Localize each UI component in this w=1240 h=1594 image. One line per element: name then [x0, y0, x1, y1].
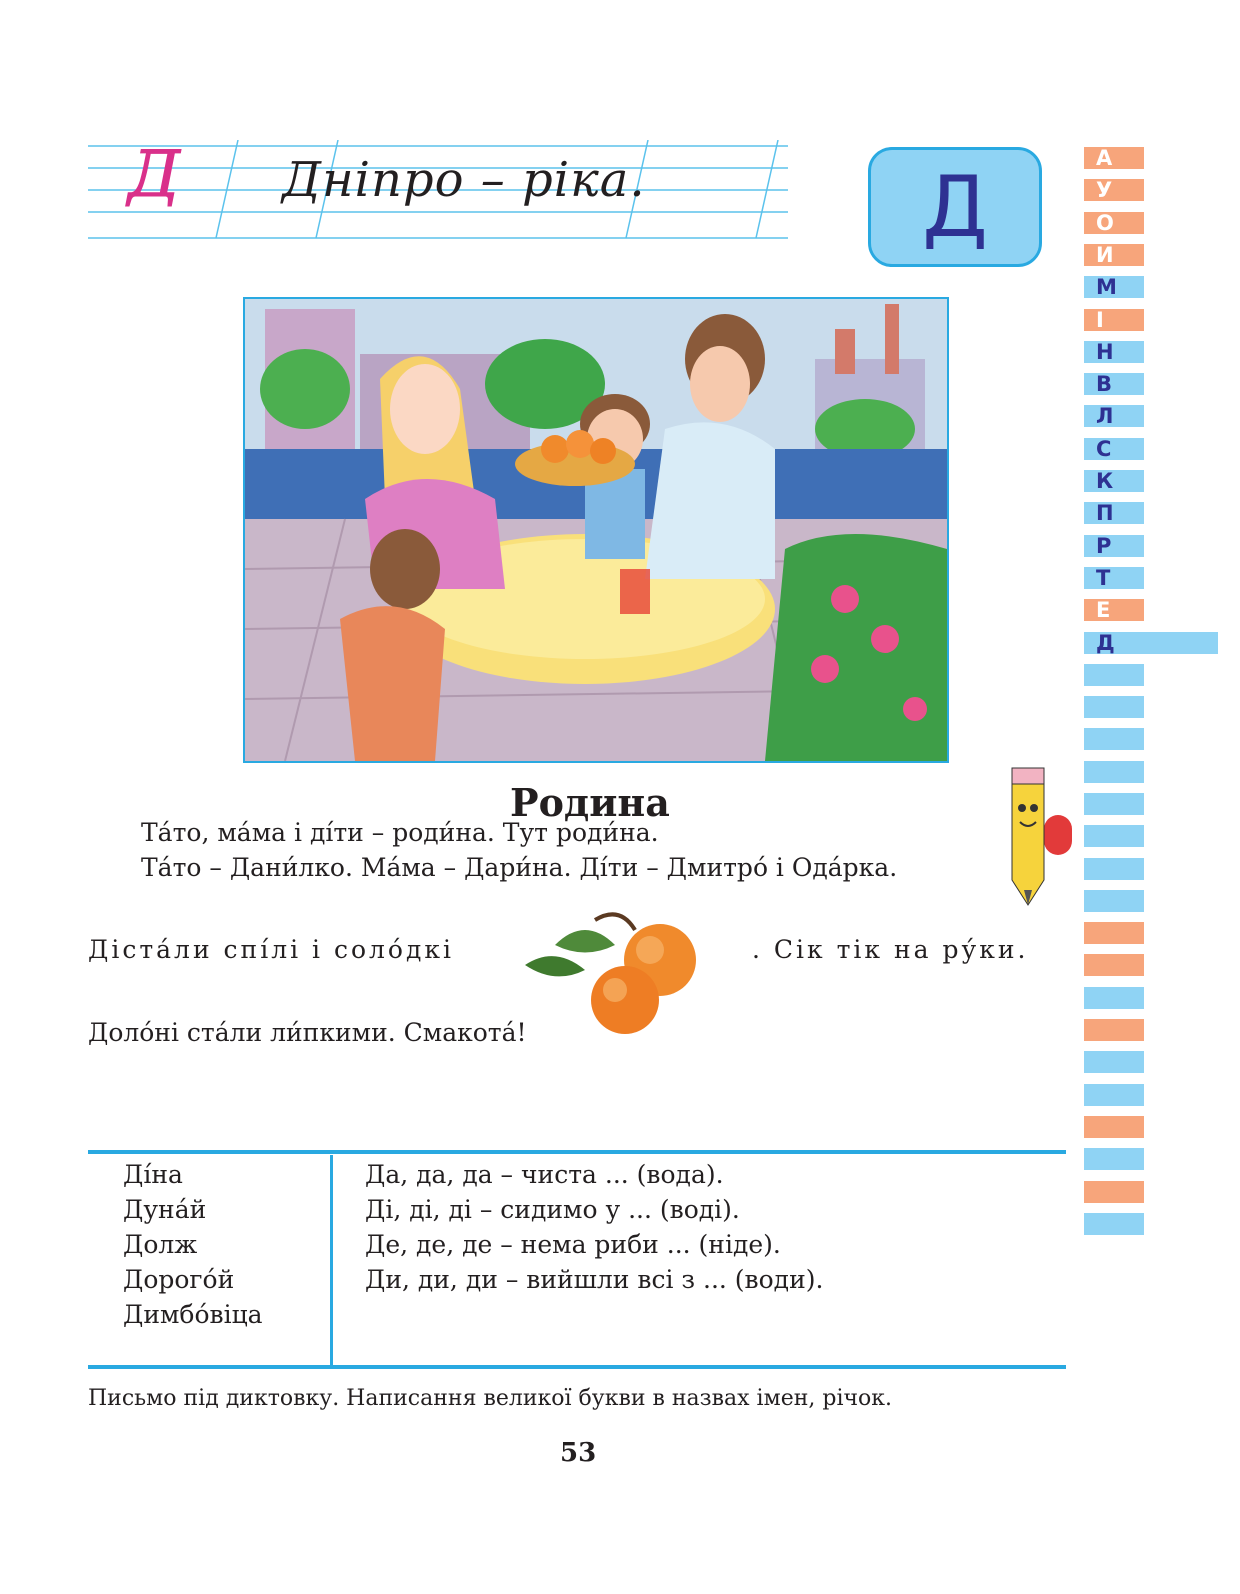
story-line-1: Та́то, ма́ма і ді́ти – роди́на. Тут роди́на.	[141, 818, 659, 847]
table-top-rule	[88, 1150, 1066, 1154]
alphabet-strip-letter: В	[1084, 373, 1144, 395]
alphabet-strip-empty-slot	[1084, 890, 1144, 912]
alphabet-strip-letter: К	[1084, 470, 1144, 492]
apricot-sentence-end: . Сік тік на ру́ки.	[752, 935, 1029, 964]
alphabet-strip-empty-slot	[1084, 954, 1144, 976]
pencil-mascot-icon	[1004, 760, 1074, 910]
alphabet-strip-letter: Н	[1084, 341, 1144, 363]
alphabet-strip-empty-slot	[1084, 793, 1144, 815]
apricots-icon	[525, 905, 705, 1035]
alphabet-strip-empty-slot	[1084, 1213, 1144, 1235]
alphabet-strip-empty-slot	[1084, 696, 1144, 718]
rhyme-item: Ді, ді, ді – сидимо у ... (воді).	[365, 1195, 740, 1224]
alphabet-strip-letter: Р	[1084, 535, 1144, 557]
alphabet-strip-letter: М	[1084, 276, 1144, 298]
name-item: Дуна́й	[123, 1195, 207, 1224]
page-number: 53	[560, 1438, 597, 1468]
alphabet-strip-letter: Л	[1084, 405, 1144, 427]
alphabet-strip-letter: О	[1084, 212, 1144, 234]
alphabet-strip-letter: А	[1084, 147, 1144, 169]
alphabet-strip-empty-slot	[1084, 1051, 1144, 1073]
alphabet-strip-empty-slot	[1084, 761, 1144, 783]
handwritten-capital-letter: Д	[128, 138, 181, 212]
name-item: Дорого́й	[123, 1265, 235, 1294]
alphabet-strip-empty-slot	[1084, 1116, 1144, 1138]
letter-card-letter: Д	[922, 158, 988, 256]
alphabet-strip-empty-slot	[1084, 1019, 1144, 1041]
alphabet-strip-empty-slot	[1084, 664, 1144, 686]
name-item: Ді́на	[123, 1160, 183, 1189]
rhyme-item: Де, де, де – нема риби ... (ніде).	[365, 1230, 781, 1259]
name-item: Долж	[123, 1230, 198, 1259]
letter-card	[868, 147, 1042, 267]
name-item: Димбо́віца	[123, 1300, 263, 1329]
teacher-footnote: Письмо під диктовку. Написання великої букви в назвах імен, річок.	[88, 1386, 893, 1411]
story-line-2: Та́то – Дани́лко. Ма́ма – Дари́на. Ді́ти – Дмитро́ і Ода́рка.	[141, 853, 898, 882]
alphabet-strip-empty-slot	[1084, 1148, 1144, 1170]
alphabet-strip-empty-slot	[1084, 825, 1144, 847]
alphabet-strip-empty-slot	[1084, 987, 1144, 1009]
alphabet-strip-letter: І	[1084, 309, 1144, 331]
table-bottom-rule	[88, 1365, 1066, 1369]
alphabet-strip-letter: Т	[1084, 567, 1144, 589]
story-last-line: Доло́ні ста́ли ли́пкими. Смакота́!	[88, 1018, 527, 1047]
alphabet-strip-empty-slot	[1084, 1181, 1144, 1203]
table-divider	[330, 1155, 333, 1367]
alphabet-strip-empty-slot	[1084, 728, 1144, 750]
alphabet-strip-empty-slot	[1084, 858, 1144, 880]
story-title: Родина	[510, 780, 670, 825]
alphabet-strip-letter: Е	[1084, 599, 1144, 621]
handwritten-phrase: Дніпро – ріка.	[282, 152, 646, 208]
alphabet-strip-letter: У	[1084, 179, 1144, 201]
rhyme-item: Да, да, да – чиста ... (вода).	[365, 1160, 724, 1189]
rhyme-item: Ди, ди, ди – вийшли всі з ... (води).	[365, 1265, 824, 1294]
alphabet-strip-letter: П	[1084, 502, 1144, 524]
alphabet-strip-letter: И	[1084, 244, 1144, 266]
alphabet-strip-empty-slot	[1084, 1084, 1144, 1106]
family-illustration	[243, 297, 949, 763]
alphabet-strip-letter: Д	[1084, 632, 1218, 654]
alphabet-strip-letter: С	[1084, 438, 1144, 460]
alphabet-strip-empty-slot	[1084, 922, 1144, 944]
apricot-sentence-start: Діста́ли спі́лі і соло́дкі	[88, 935, 454, 964]
